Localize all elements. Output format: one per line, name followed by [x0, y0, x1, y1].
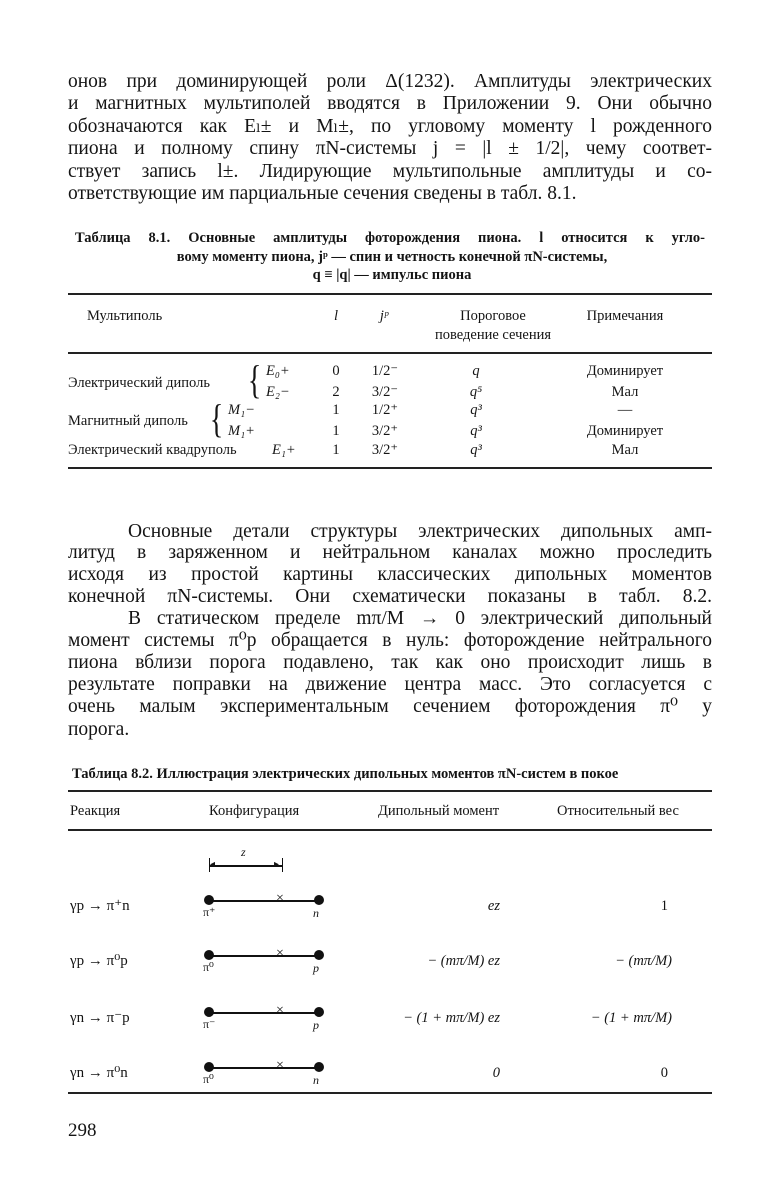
separation-line: [209, 1067, 319, 1069]
j-pi-value: 3/2⁺: [371, 423, 399, 439]
relative-weight: − (1 + mπ/M): [590, 1010, 672, 1026]
column-header-reaction: Реакция: [70, 803, 121, 819]
threshold-value: q: [472, 363, 480, 379]
note: —: [617, 402, 633, 418]
j-pi-value: 3/2⁺: [371, 442, 399, 458]
table-caption: вому моменту пиона, jᵖ — спин и четность конечной πN-системы,: [176, 249, 608, 265]
brace: {: [247, 357, 262, 402]
threshold-value: q³: [470, 402, 482, 418]
relative-weight: 0: [660, 1065, 668, 1081]
text-line: момент системы π⁰p обращается в нуль: фоторождение нейтрального: [68, 630, 712, 651]
nucleon-label: p: [313, 961, 319, 975]
j-pi-value: 1/2⁺: [371, 402, 399, 418]
table-rule: [68, 352, 712, 354]
j-pi-value: 3/2⁻: [371, 384, 399, 400]
nucleon-dot: [314, 895, 324, 905]
table-rule: [68, 293, 712, 295]
group-label: Электрический квадруполь: [68, 442, 237, 458]
threshold-value: q⁵: [469, 384, 483, 400]
reaction: γn → π⁰n: [70, 1065, 128, 1081]
nucleon-label: n: [313, 906, 319, 920]
column-header-threshold: поведение сечения: [434, 327, 552, 343]
table-caption: Таблица 8.1. Основные амплитуды фоторождения пиона. l относится к угло-: [75, 230, 705, 246]
j-pi-value: 1/2⁻: [371, 363, 399, 379]
nucleon-label: p: [313, 1018, 319, 1032]
nucleon-dot: [314, 950, 324, 960]
amplitude: E₀+: [266, 363, 290, 379]
table-rule: [68, 829, 712, 831]
text-line: Основные детали структуры электрических дипольных амп-: [128, 521, 712, 542]
dipole-moment: − (mπ/M) ez: [427, 953, 500, 969]
column-header-multipole: Мультиполь: [87, 308, 163, 324]
threshold-value: q³: [470, 423, 482, 439]
dipole-moment: 0: [492, 1065, 500, 1081]
reaction: γn → π⁻p: [70, 1010, 130, 1026]
group-label: Магнитный диполь: [68, 413, 188, 429]
nucleon-dot: [314, 1007, 324, 1017]
center-of-mass-mark: ×: [276, 1058, 284, 1073]
distance-label: z: [241, 845, 246, 859]
center-of-mass-mark: ×: [276, 891, 284, 906]
note: Мал: [611, 384, 639, 400]
l-value: 0: [332, 363, 340, 379]
column-header-weight: Относительный вес: [557, 803, 679, 819]
column-header-dipole: Дипольный момент: [378, 803, 500, 819]
l-value: 1: [332, 423, 340, 439]
column-header-threshold: Пороговое: [460, 308, 526, 324]
text-line: литуд в заряженном и нейтральном каналах можно проследить: [68, 542, 712, 563]
dipole-moment: − (1 + mπ/M) ez: [403, 1010, 500, 1026]
text-line: и магнитных мультиполей вводятся в Приложении 9. Они обычно: [68, 93, 712, 114]
relative-weight: 1: [660, 898, 668, 914]
pion-label: π⁰: [203, 1072, 214, 1086]
table-caption: Таблица 8.2. Иллюстрация электрических дипольных моментов πN-систем в покое: [72, 766, 619, 782]
reaction: γp → π⁺n: [70, 898, 130, 914]
l-value: 1: [332, 442, 340, 458]
text-line: обозначаются как Eₗ± и Mₗ±, по угловому моменту l рожденного: [68, 116, 712, 137]
pion-label: π⁻: [203, 1017, 216, 1031]
threshold-value: q³: [470, 442, 482, 458]
note: Доминирует: [586, 423, 664, 439]
note: Мал: [611, 442, 639, 458]
column-header-j-pi: jᵖ: [379, 308, 389, 324]
reaction: γp → π⁰p: [70, 953, 128, 969]
group-label: Электрический диполь: [68, 375, 210, 391]
text-line: очень малым экспериментальным сечением фоторождения π⁰ у: [68, 696, 712, 717]
amplitude: M₁+: [228, 423, 255, 439]
text-line: результате поправки на движение центра масс. Это согласуется с: [68, 674, 712, 695]
pion-label: π⁰: [203, 960, 214, 974]
text-line: ствует запись l±. Лидирующие мультипольные амплитуды и со-: [68, 161, 712, 182]
text-line: В статическом пределе mπ/M → 0 электрический дипольный: [128, 608, 712, 629]
center-of-mass-mark: ×: [276, 946, 284, 961]
separation-line: [209, 955, 319, 957]
column-header-l: l: [333, 308, 339, 324]
table-rule: [68, 467, 712, 469]
amplitude: E₂−: [266, 384, 290, 400]
pion-label: π⁺: [203, 905, 216, 919]
l-value: 1: [332, 402, 340, 418]
relative-weight: − (mπ/M): [615, 953, 672, 969]
nucleon-dot: [314, 1062, 324, 1072]
table-caption: q ≡ |q| — импульс пиона: [312, 267, 472, 283]
table-rule: [68, 790, 712, 792]
amplitude: M₁−: [228, 402, 255, 418]
text-line: пиона и полному спину πN-системы j = |l ± 1/2|, чему соответ-: [68, 138, 712, 159]
page-number: 298: [68, 1120, 97, 1141]
text-line: пиона вблизи порога подавлено, так как оно происходит лишь в: [68, 652, 712, 673]
brace: {: [209, 396, 224, 441]
note: Доминирует: [586, 363, 664, 379]
text-line: ответствующие им парциальные сечения сведены в табл. 8.1.: [68, 183, 577, 204]
text-line: конечной πN-системы. Они схематически показаны в табл. 8.2.: [68, 586, 712, 607]
center-of-mass-mark: ×: [276, 1003, 284, 1018]
separation-line: [209, 900, 319, 902]
column-header-configuration: Конфигурация: [209, 803, 300, 819]
text-line: исходя из простой картины классических дипольных моментов: [68, 564, 712, 585]
nucleon-label: n: [313, 1073, 319, 1087]
amplitude: E₁+: [272, 442, 296, 458]
column-header-notes: Примечания: [586, 308, 664, 324]
l-value: 2: [332, 384, 340, 400]
dipole-moment: ez: [487, 898, 500, 914]
table-rule: [68, 1092, 712, 1094]
separation-line: [209, 1012, 319, 1014]
text-line: порога.: [68, 719, 130, 740]
text-line: онов при доминирующей роли Δ(1232). Амплитуды электрических: [68, 71, 712, 92]
